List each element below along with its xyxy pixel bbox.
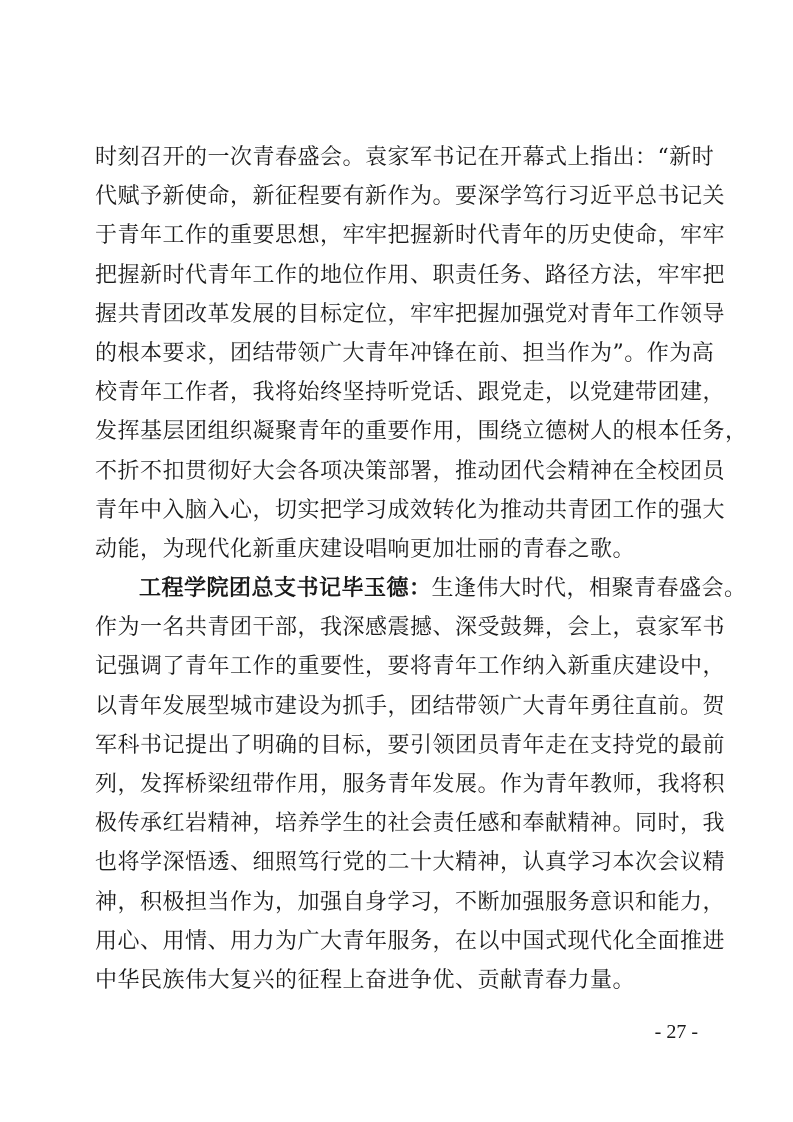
- text-line: 发挥基层团组织凝聚青年的重要作用，围绕立德树人的根本任务，: [95, 419, 748, 445]
- page-number: - 27 -: [654, 1021, 698, 1043]
- text-line: 不折不扣贯彻好大会各项决策部署，推动团代会精神在全校团员: [95, 458, 726, 484]
- text-line: 代赋予新使命，新征程要有新作为。要深学笃行习近平总书记关: [95, 184, 726, 210]
- text-line: 极传承红岩精神，培养学生的社会责任感和奉献精神。同时，我: [95, 811, 726, 837]
- speaker-label: 工程学院团总支书记毕玉德：: [139, 575, 432, 602]
- text-line: 列，发挥桥梁纽带作用，服务青年发展。作为青年教师，我将积: [95, 772, 726, 797]
- text-line: 神，积极担当作为，加强自身学习，不断加强服务意识和能力，: [95, 889, 726, 915]
- speaker-statement: 生逢伟大时代，相聚青春盛会。: [431, 576, 747, 602]
- text-line: 时刻召开的一次青春盛会。袁家军书记在开幕式上指出：“新时: [95, 145, 715, 170]
- text-line: 动能，为现代化新重庆建设唱响更加壮丽的青春之歌。: [95, 536, 636, 562]
- text-line: 记强调了青年工作的重要性，要将青年工作纳入新重庆建设中，: [95, 654, 726, 680]
- text-line: 以青年发展型城市建设为抓手，团结带领广大青年勇往直前。贺: [95, 693, 726, 719]
- paragraph-start-line: [95, 569, 747, 608]
- text-line: 作为一名共青团干部，我深感震撼、深受鼓舞，会上，袁家军书: [95, 615, 726, 641]
- text-line: 用心、用情、用力为广大青年服务，在以中国式现代化全面推进: [95, 928, 726, 954]
- text-line: 握共青团改革发展的目标定位，牢牢把握加强党对青年工作领导: [95, 301, 726, 327]
- text-line: 把握新时代青年工作的地位作用、职责任务、路径方法，牢牢把: [95, 262, 726, 288]
- text-line: 校青年工作者，我将始终坚持听党话、跟党走，以党建带团建，: [95, 380, 726, 406]
- text-line: 军科书记提出了明确的目标，要引领团员青年走在支持党的最前: [95, 732, 726, 758]
- text-line: 的根本要求，团结带领广大青年冲锋在前、担当作为”。作为高: [95, 340, 715, 366]
- text-line: 青年中入脑入心，切实把学习成效转化为推动共青团工作的强大: [95, 497, 726, 523]
- text-line: 于青年工作的重要思想，牢牢把握新时代青年的历史使命，牢牢: [95, 223, 726, 249]
- text-line: 中华民族伟大复兴的征程上奋进争优、贡献青春力量。: [95, 967, 636, 993]
- body-text: [95, 138, 748, 1000]
- text-line: 也将学深悟透、细照笃行党的二十大精神，认真学习本次会议精: [95, 850, 726, 876]
